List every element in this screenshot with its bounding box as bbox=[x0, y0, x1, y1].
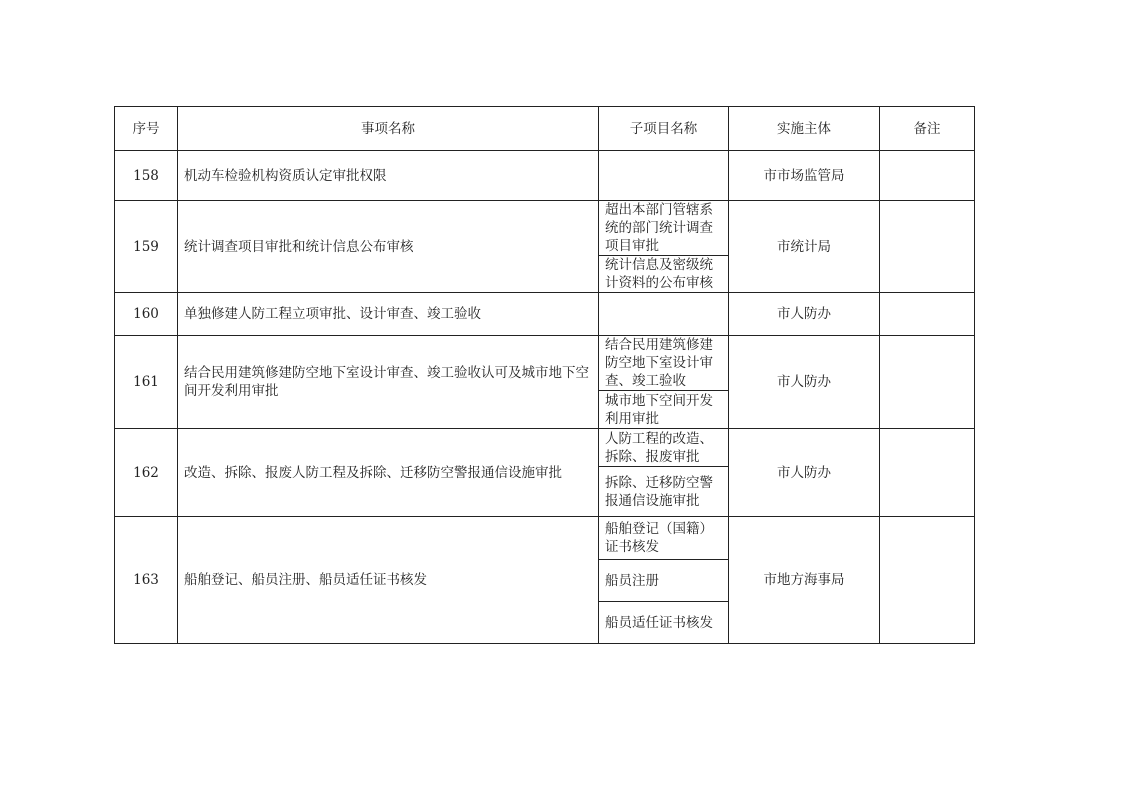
table-row bbox=[115, 293, 975, 336]
agency-cell: 市地方海事局 bbox=[729, 517, 880, 644]
sub-item-cell: 船舶登记（国籍）证书核发 bbox=[599, 517, 729, 560]
header-item-name: 事项名称 bbox=[178, 107, 599, 151]
agency-cell: 市市场监管局 bbox=[729, 151, 880, 201]
sub-item-cell: 超出本部门管辖系统的部门统计调查项目审批 bbox=[599, 201, 729, 256]
seq-cell: 161 bbox=[115, 336, 178, 429]
header-row bbox=[115, 107, 975, 151]
table-row bbox=[115, 336, 975, 391]
table-row bbox=[115, 151, 975, 201]
agency-cell: 市人防办 bbox=[729, 293, 880, 336]
approval-items-table bbox=[114, 106, 975, 644]
sub-item-cell: 人防工程的改造、拆除、报废审批 bbox=[599, 429, 729, 467]
sub-item-cell: 船员注册 bbox=[599, 560, 729, 602]
remark-cell bbox=[880, 517, 975, 644]
seq-cell: 158 bbox=[115, 151, 178, 201]
table-row bbox=[115, 201, 975, 256]
sub-item-cell: 结合民用建筑修建防空地下室设计审查、竣工验收 bbox=[599, 336, 729, 391]
header-seq: 序号 bbox=[115, 107, 178, 151]
header-sub-name: 子项目名称 bbox=[599, 107, 729, 151]
item-name-cell: 结合民用建筑修建防空地下室设计审查、竣工验收认可及城市地下空间开发利用审批 bbox=[178, 336, 599, 429]
sub-item-cell bbox=[599, 151, 729, 201]
sub-item-cell: 船员适任证书核发 bbox=[599, 602, 729, 644]
seq-cell: 159 bbox=[115, 201, 178, 293]
item-name-cell: 改造、拆除、报废人防工程及拆除、迁移防空警报通信设施审批 bbox=[178, 429, 599, 517]
remark-cell bbox=[880, 201, 975, 293]
item-name-cell: 船舶登记、船员注册、船员适任证书核发 bbox=[178, 517, 599, 644]
agency-cell: 市人防办 bbox=[729, 336, 880, 429]
sub-item-cell: 城市地下空间开发利用审批 bbox=[599, 391, 729, 429]
seq-cell: 160 bbox=[115, 293, 178, 336]
item-name-cell: 统计调查项目审批和统计信息公布审核 bbox=[178, 201, 599, 293]
sub-item-cell: 拆除、迁移防空警报通信设施审批 bbox=[599, 467, 729, 517]
sub-item-cell: 统计信息及密级统计资料的公布审核 bbox=[599, 256, 729, 293]
item-name-cell: 单独修建人防工程立项审批、设计审查、竣工验收 bbox=[178, 293, 599, 336]
header-remark: 备注 bbox=[880, 107, 975, 151]
agency-cell: 市人防办 bbox=[729, 429, 880, 517]
remark-cell bbox=[880, 293, 975, 336]
seq-cell: 162 bbox=[115, 429, 178, 517]
remark-cell bbox=[880, 429, 975, 517]
remark-cell bbox=[880, 151, 975, 201]
header-agency: 实施主体 bbox=[729, 107, 880, 151]
table-row bbox=[115, 517, 975, 560]
sub-item-cell bbox=[599, 293, 729, 336]
item-name-cell: 机动车检验机构资质认定审批权限 bbox=[178, 151, 599, 201]
seq-cell: 163 bbox=[115, 517, 178, 644]
agency-cell: 市统计局 bbox=[729, 201, 880, 293]
remark-cell bbox=[880, 336, 975, 429]
table-row bbox=[115, 429, 975, 467]
